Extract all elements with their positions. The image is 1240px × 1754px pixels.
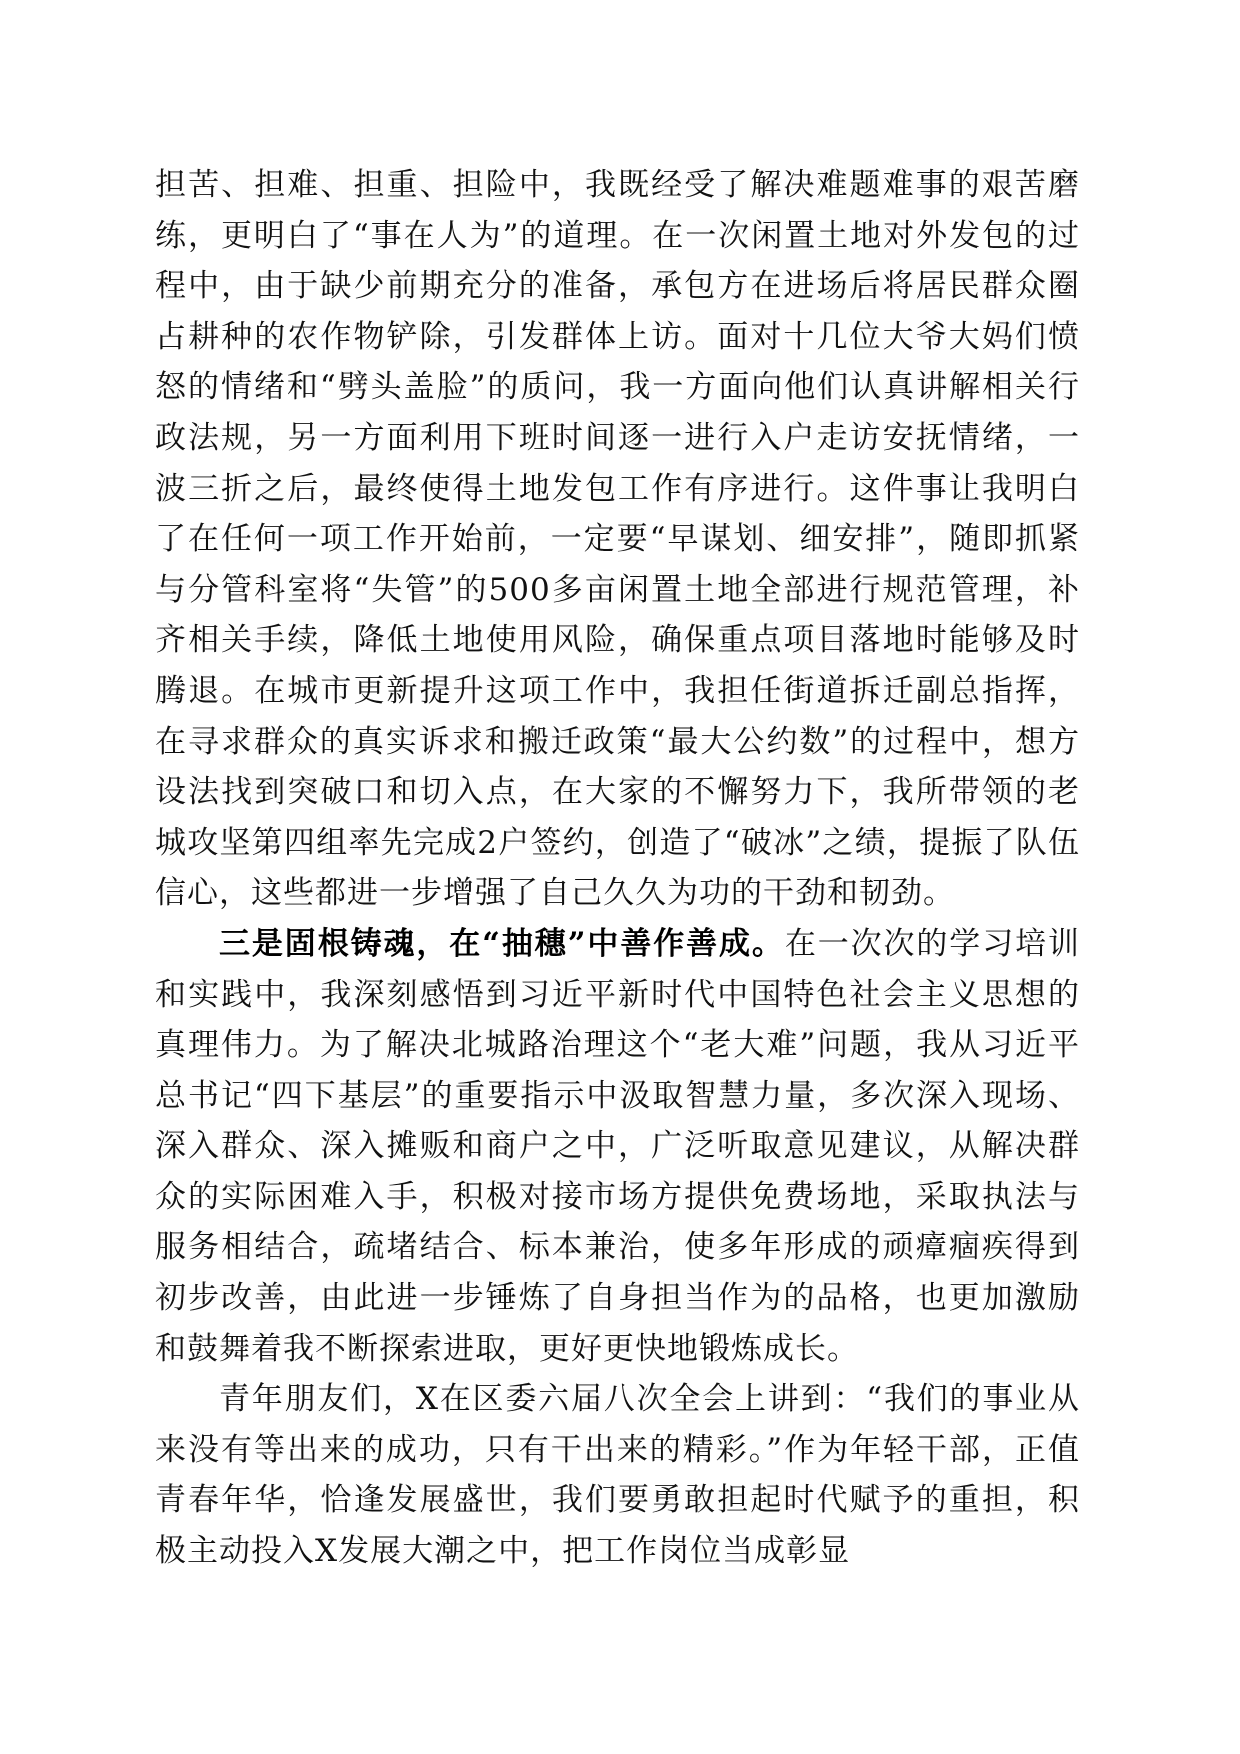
paragraph-2 — [155, 919, 1080, 1374]
paragraph-2-lead-heading: 三是固根铸魂，在“抽穗”中善作善成。 — [219, 925, 785, 962]
paragraph-3 — [155, 1374, 1080, 1576]
paragraph-3-text: 青年朋友们，X在区委六届八次全会上讲到：“我们的事业从来没有等出来的成功，只有干出来的精彩。”作为年轻干部，正值青春年华，恰逢发展盛世，我们要勇敢担起时代赋予的重担，积极主动投入X发展大潮之中，把工作岗位当成彰显 — [155, 1381, 1080, 1570]
document-body — [155, 160, 1080, 1577]
paragraph-1 — [155, 160, 1080, 919]
paragraph-1-text: 担苦、担难、担重、担险中，我既经受了解决难题难事的艰苦磨练，更明白了“事在人为”的道理。在一次闲置土地对外发包的过程中，由于缺少前期充分的准备，承包方在进场后将居民群众圈占耕种的农作物铲除，引发群体上访。面对十几位大爷大妈们愤怒的情绪和“劈头盖脸”的质问，我一方面向他们认真讲解相关行政法规，另一方面利用下班时间逐一进行入户走访安抚情绪，一波三折之后，最终使得土地发包工作有序进行。这件事让我明白了在任何一项工作开始前，一定要“早谋划、细安排”，随即抓紧与分管科室将“失管”的500多亩闲置土地全部进行规范管理，补齐相关手续，降低土地使用风险，确保重点项目落地时能够及时腾退。在城市更新提升这项工作中，我担任街道拆迁副总指挥，在寻求群众的真实诉求和搬迁政策“最大公约数”的过程中，想方设法找到突破口和切入点，在大家的不懈努力下，我所带领的老城攻坚第四组率先完成2户签约，创造了“破冰”之绩，提振了队伍信心，这些都进一步增强了自己久久为功的干劲和韧劲。 — [155, 167, 1080, 912]
paragraph-2-text: 在一次次的学习培训和实践中，我深刻感悟到习近平新时代中国特色社会主义思想的真理伟力。为了解决北城路治理这个“老大难”问题，我从习近平总书记“四下基层”的重要指示中汲取智慧力量，多次深入现场、深入群众、深入摊贩和商户之中，广泛听取意见建议，从解决群众的实际困难入手，积极对接市场方提供免费场地，采取执法与服务相结合，疏堵结合、标本兼治，使多年形成的顽瘴痼疾得到初步改善，由此进一步锤炼了自身担当作为的品格，也更加激励和鼓舞着我不断探索进取，更好更快地锻炼成长。 — [155, 925, 1080, 1367]
